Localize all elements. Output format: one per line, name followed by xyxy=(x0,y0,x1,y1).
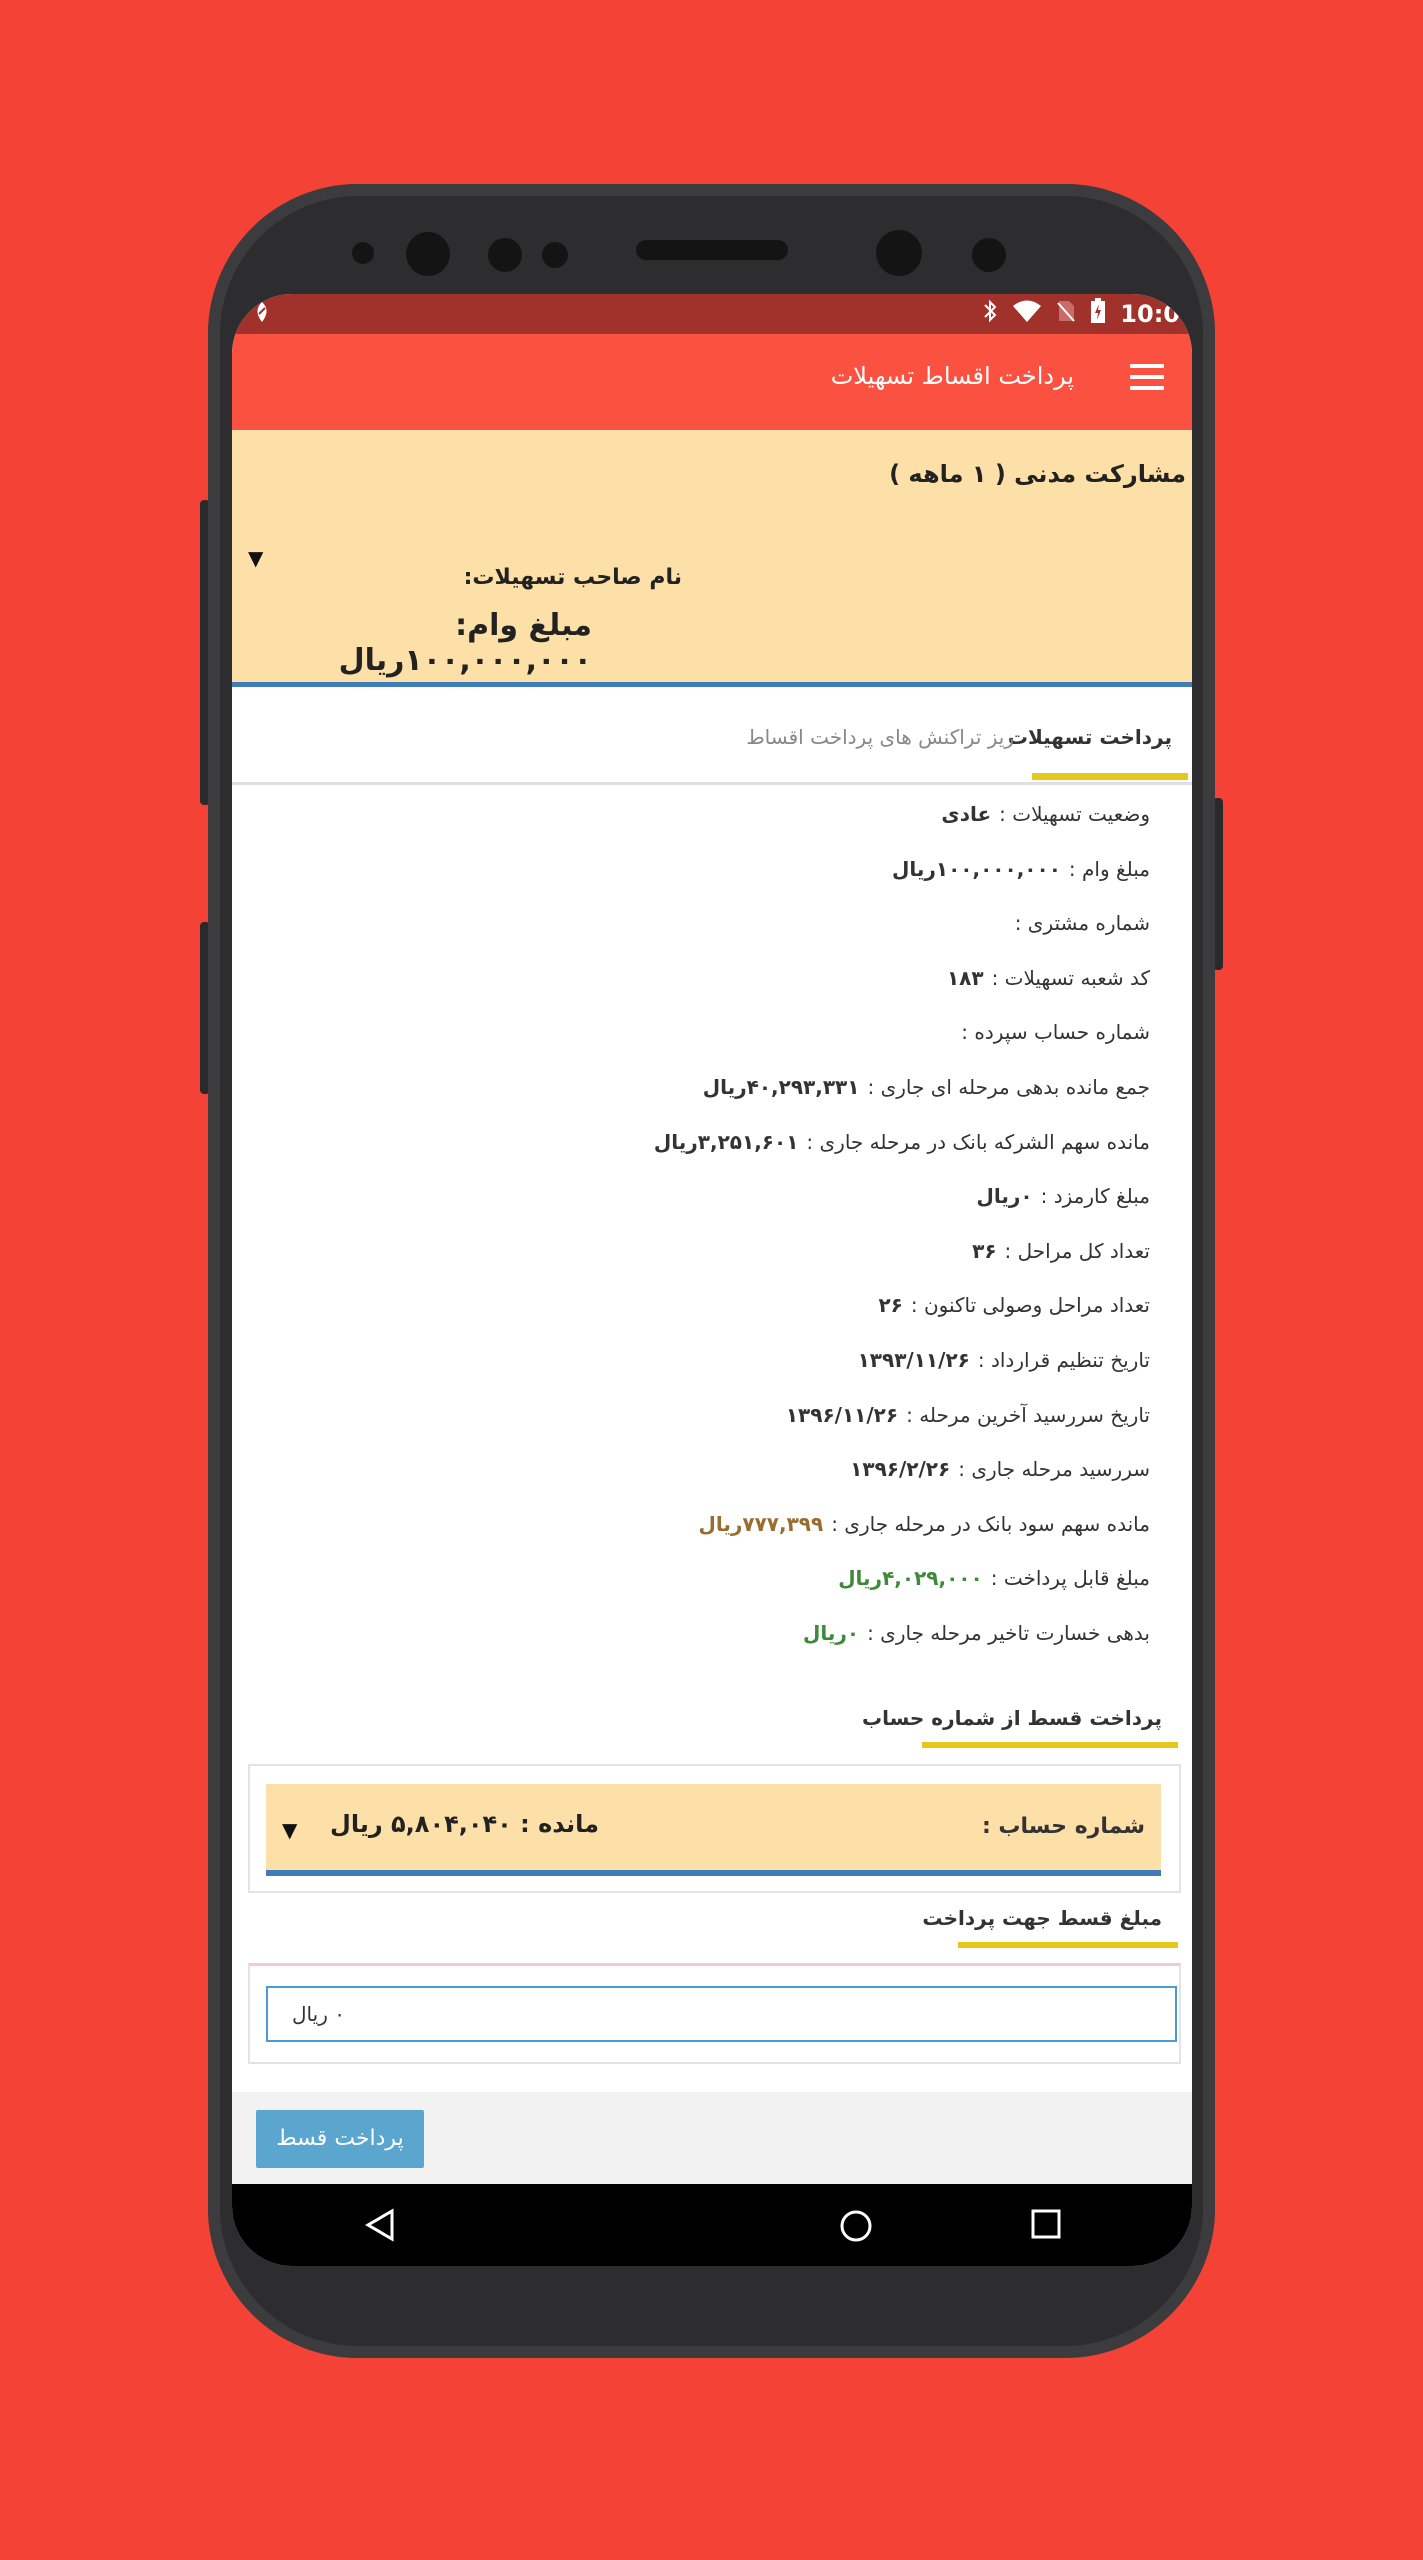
account-select[interactable] xyxy=(266,1784,1161,1876)
wifi-icon xyxy=(1012,299,1042,329)
action-bar xyxy=(232,2092,1192,2184)
detail-value: عادی xyxy=(941,802,992,826)
pay-installment-button[interactable]: پرداخت قسط xyxy=(256,2110,424,2168)
detail-row xyxy=(270,1621,1150,1676)
detail-value: ۰ریال xyxy=(802,1620,860,1645)
detail-row xyxy=(270,1184,1150,1239)
detail-value: ۳,۲۵۱,۶۰۱ریال xyxy=(653,1129,799,1154)
section-underline xyxy=(922,1742,1178,1748)
detail-value: ۱۰۰,۰۰۰,۰۰۰ریال xyxy=(891,856,1061,881)
tab-loan-payment[interactable]: پرداخت تسهیلات xyxy=(1007,725,1172,749)
account-label: شماره حساب : xyxy=(981,1814,1145,1839)
active-tab-indicator xyxy=(1032,773,1188,780)
detail-value: ۴,۰۲۹,۰۰۰ریال xyxy=(838,1566,983,1591)
detail-label: بدهی خسارت تاخیر مرحله جاری : xyxy=(867,1620,1150,1645)
payment-amount-input[interactable] xyxy=(266,1986,1177,2042)
detail-row xyxy=(270,911,1150,966)
detail-value: ۱۳۹۶/۲/۲۶ xyxy=(850,1457,951,1482)
detail-label: شماره حساب سپرده : xyxy=(961,1020,1150,1045)
loan-card[interactable] xyxy=(232,430,1192,687)
detail-label: مبلغ کارمزد : xyxy=(1040,1184,1150,1209)
app-bar xyxy=(232,334,1192,430)
loan-type: مشارکت مدنی ( ۱ ماهه ) xyxy=(889,460,1186,488)
loan-amount: مبلغ وام: ۱۰۰,۰۰۰,۰۰۰ریال xyxy=(338,608,592,678)
detail-row xyxy=(270,1239,1150,1294)
loan-details-list xyxy=(270,802,1150,1676)
home-icon[interactable] xyxy=(838,2208,874,2248)
detail-row xyxy=(270,857,1150,912)
detail-row xyxy=(270,966,1150,1021)
back-icon[interactable] xyxy=(364,2208,396,2246)
detail-label: تعداد کل مراحل : xyxy=(1004,1238,1150,1263)
detail-value: ۰ریال xyxy=(976,1184,1033,1209)
no-sim-icon xyxy=(1056,299,1076,329)
notification-icon xyxy=(252,300,272,330)
detail-value: ۳۶ xyxy=(972,1238,997,1263)
front-camera xyxy=(406,232,450,276)
sensor-dot xyxy=(488,238,522,272)
detail-value: ۷۷۷,۳۹۹ریال xyxy=(698,1511,824,1536)
detail-label: سررسید مرحله جاری : xyxy=(958,1457,1150,1482)
dropdown-caret-icon[interactable]: ▼ xyxy=(282,1818,298,1842)
detail-label: جمع مانده بدهی مرحله ای جاری : xyxy=(867,1074,1150,1099)
detail-row xyxy=(270,1130,1150,1185)
status-bar xyxy=(232,294,1192,334)
detail-row xyxy=(270,802,1150,857)
detail-value: ۱۳۹۳/۱۱/۲۶ xyxy=(857,1347,970,1372)
detail-label: شماره مشتری : xyxy=(1014,911,1150,936)
detail-label: تعداد مراحل وصولی تاکنون : xyxy=(910,1293,1150,1318)
detail-row xyxy=(270,1566,1150,1621)
detail-row xyxy=(270,1403,1150,1458)
detail-label: مانده سهم الشرکه بانک در مرحله جاری : xyxy=(806,1129,1150,1154)
detail-value: ۲۶ xyxy=(878,1293,903,1318)
detail-label: کد شعبه تسهیلات : xyxy=(991,965,1150,990)
earpiece-speaker xyxy=(636,240,788,260)
sensor-dot xyxy=(352,242,374,264)
detail-label: وضعیت تسهیلات : xyxy=(999,802,1150,826)
sensor-dot xyxy=(542,242,568,268)
detail-label: مبلغ قابل پرداخت : xyxy=(990,1566,1150,1591)
account-select-box xyxy=(248,1764,1181,1893)
detail-row xyxy=(270,1075,1150,1130)
recent-apps-icon[interactable] xyxy=(1030,2208,1062,2244)
detail-value: ۱۳۹۶/۱۱/۲۶ xyxy=(785,1402,899,1427)
detail-label: تاریخ سررسید آخرین مرحله : xyxy=(906,1402,1150,1427)
sensor-dot xyxy=(972,238,1006,272)
system-nav-bar xyxy=(232,2184,1192,2266)
account-balance: مانده : ۵,۸۰۴,۰۴۰ ریال xyxy=(330,1810,600,1838)
detail-value: ۱۸۳ xyxy=(946,965,984,990)
hamburger-menu-icon[interactable] xyxy=(1130,364,1164,398)
payment-amount-box xyxy=(248,1963,1181,2064)
page-title: پرداخت اقساط تسهیلات xyxy=(830,362,1074,390)
detail-row xyxy=(270,1512,1150,1567)
payment-section-title: مبلغ قسط جهت پرداخت xyxy=(922,1906,1162,1930)
tab-bar xyxy=(232,687,1192,785)
tab-installment-transactions[interactable]: ریز تراکنش های پرداخت اقساط xyxy=(746,725,1014,749)
account-section-title: پرداخت قسط از شماره حساب xyxy=(861,1706,1162,1730)
detail-row xyxy=(270,1348,1150,1403)
clock: 10:0 xyxy=(1120,300,1180,328)
front-camera xyxy=(876,230,922,276)
detail-value: ۴۰,۲۹۳,۳۳۱ریال xyxy=(702,1074,860,1099)
battery-charging-icon xyxy=(1090,298,1106,330)
screen xyxy=(232,294,1192,2266)
detail-label: مبلغ وام : xyxy=(1068,856,1150,881)
detail-label: مانده سهم سود بانک در مرحله جاری : xyxy=(831,1511,1150,1536)
detail-label: تاریخ تنظیم قرارداد : xyxy=(977,1347,1150,1372)
loan-holder-label: نام صاحب تسهیلات: xyxy=(463,565,682,590)
dropdown-caret-icon[interactable]: ▼ xyxy=(248,546,264,570)
detail-row xyxy=(270,1020,1150,1075)
payment-amount-value: ۰ ریال xyxy=(292,2002,345,2026)
bluetooth-icon xyxy=(982,298,998,330)
section-underline xyxy=(958,1942,1178,1948)
detail-row xyxy=(270,1457,1150,1512)
detail-row xyxy=(270,1293,1150,1348)
